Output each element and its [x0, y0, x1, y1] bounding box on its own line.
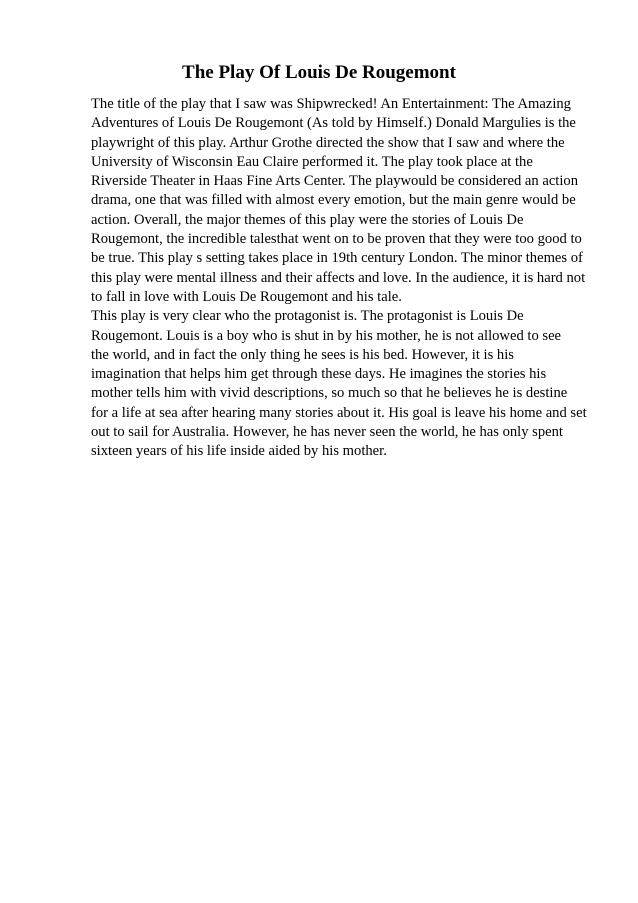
- document-title: The Play Of Louis De Rougemont: [182, 62, 456, 83]
- body-line: be true. This play s setting takes place in 19th century London. The minor themes of: [91, 250, 583, 267]
- body-line: sixteen years of his life inside aided by his mother.: [91, 443, 387, 460]
- body-line: this play were mental illness and their affects and love. In the audience, it is hard not: [91, 269, 586, 286]
- body-line: the world, and in fact the only thing he sees is his bed. However, it is his: [91, 346, 514, 363]
- body-line: to fall in love with Louis De Rougemont and his tale.: [91, 288, 402, 305]
- body-line: for a life at sea after hearing many stories about it. His goal is leave his home and set: [91, 404, 587, 421]
- body-line: Adventures of Louis De Rougemont (As told by Himself.) Donald Margulies is the: [91, 115, 576, 132]
- body-line: Rougemont. Louis is a boy who is shut in by his mother, he is not allowed to see: [91, 327, 562, 344]
- document-body: [91, 95, 591, 462]
- body-line: The title of the play that I saw was Shipwrecked! An Entertainment: The Amazing: [91, 96, 571, 112]
- body-line: University of Wisconsin Eau Claire performed it. The play took place at the: [91, 153, 533, 170]
- body-line: This play is very clear who the protagonist is. The protagonist is Louis De: [91, 308, 524, 325]
- body-line: mother tells him with vivid descriptions, so much so that he believes he is destine: [91, 385, 568, 402]
- body-line: imagination that helps him get through these days. He imagines the stories his: [91, 366, 547, 383]
- body-line: drama, one that was filled with almost every emotion, but the main genre would be: [91, 192, 576, 209]
- body-line: playwright of this play. Arthur Grothe directed the show that I saw and where the: [91, 134, 565, 151]
- body-line: out to sail for Australia. However, he has never seen the world, he has only spent: [91, 424, 563, 441]
- body-line: action. Overall, the major themes of this play were the stories of Louis De: [91, 211, 524, 228]
- body-line: Riverside Theater in Haas Fine Arts Center. The playwould be considered an action: [91, 173, 579, 190]
- body-line: Rougemont, the incredible talesthat went on to be proven that they were too good to: [91, 231, 582, 248]
